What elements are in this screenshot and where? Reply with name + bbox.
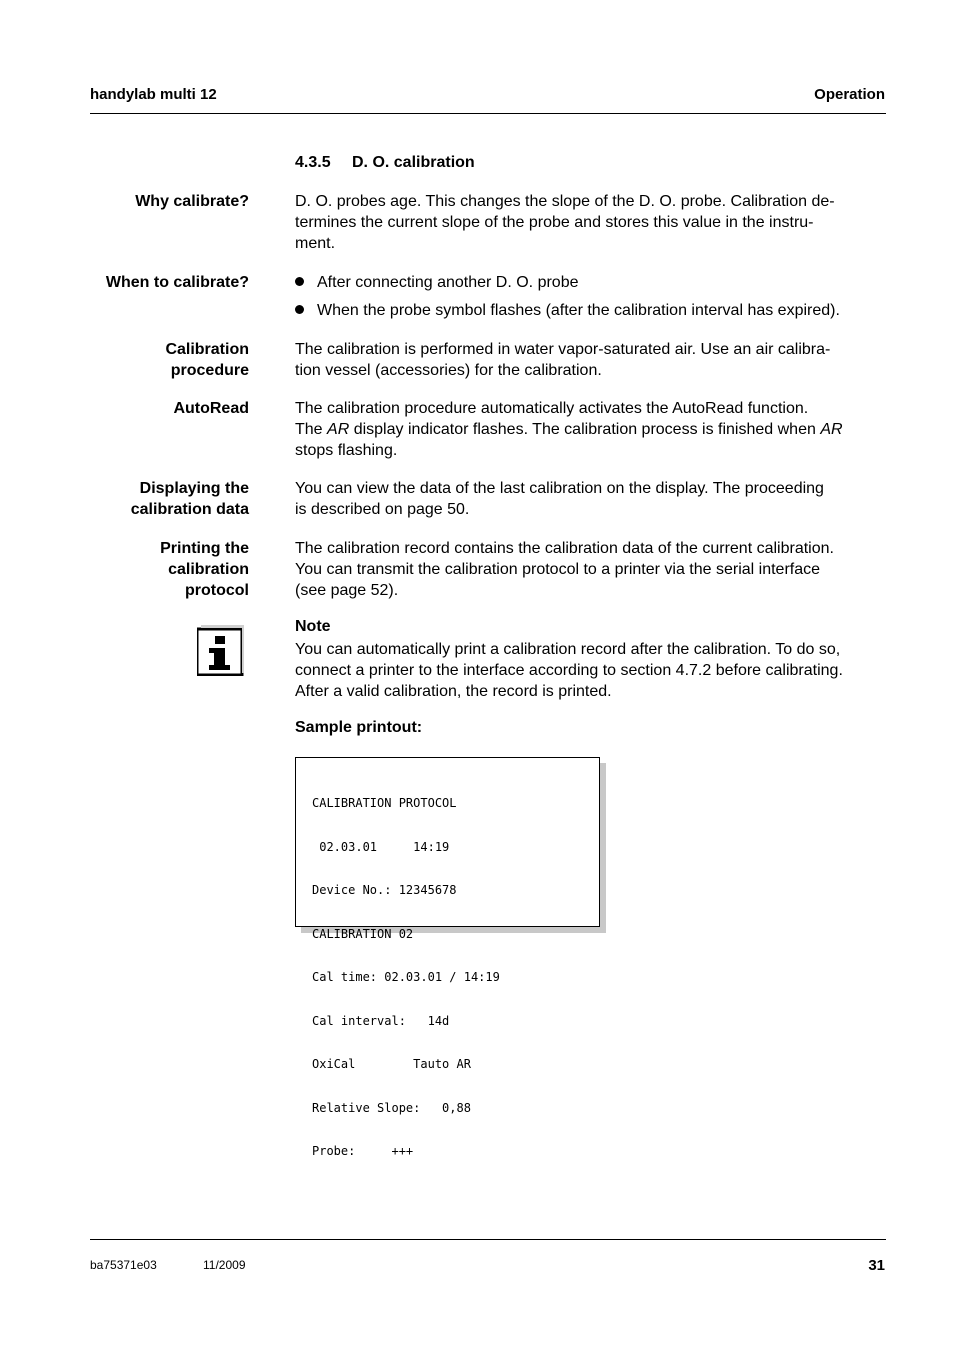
label-calibration-procedure bbox=[69, 339, 249, 381]
text-run: The bbox=[295, 421, 328, 438]
text-line: You can automatically print a calibration record after the calibration. To do so, bbox=[295, 641, 841, 658]
bullet-item bbox=[295, 272, 887, 293]
text-line: The calibration is performed in water vapor-saturated air. Use an air calibra- bbox=[295, 341, 831, 358]
header-rule bbox=[90, 113, 886, 114]
printout-line: CALIBRATION 02 bbox=[312, 926, 414, 941]
header-right: Operation bbox=[814, 86, 885, 103]
label-line: calibration data bbox=[130, 501, 249, 518]
printout-line: OxiCal Tauto AR bbox=[312, 1057, 471, 1071]
footer-doc-id: ba75371e03 bbox=[90, 1258, 157, 1272]
sample-printout-title: Sample printout: bbox=[295, 719, 423, 736]
printout-line: Device No.: 12345678 bbox=[312, 883, 457, 897]
text-line: tion vessel (accessories) for the calibration. bbox=[295, 362, 602, 379]
printout-line: 02.03.01 14:19 bbox=[312, 839, 450, 854]
section-number: 4.3.5 bbox=[295, 154, 331, 171]
text-line: ment. bbox=[295, 235, 336, 252]
label-printing-calibration-protocol bbox=[69, 538, 249, 601]
printout-line: Probe: +++ bbox=[312, 1144, 414, 1158]
printout-lines bbox=[312, 767, 500, 1188]
label-displaying-calibration-data bbox=[69, 478, 249, 520]
text-line: The calibration record contains the calibration data of the current calibration. bbox=[295, 540, 834, 557]
note-title: Note bbox=[295, 618, 331, 635]
sample-printout-box bbox=[295, 757, 600, 1158]
bullet-dot-icon bbox=[295, 277, 304, 286]
printout-line: Cal interval: 14d bbox=[312, 1013, 450, 1028]
bullet-text: After connecting another D. O. probe bbox=[317, 274, 579, 291]
paragraph-displaying-calibration-data bbox=[295, 478, 887, 520]
printout-line: Relative Slope: 0,88 bbox=[312, 1100, 471, 1115]
footer-rule bbox=[90, 1239, 886, 1240]
text-line: After a valid calibration, the record is printed. bbox=[295, 683, 612, 700]
text-line: You can transmit the calibration protocol to a printer via the serial interface bbox=[295, 561, 821, 578]
note-paragraph bbox=[295, 639, 887, 702]
section-heading bbox=[295, 154, 475, 172]
section-title: D. O. calibration bbox=[352, 154, 475, 171]
label-why-calibrate: Why calibrate? bbox=[135, 193, 249, 210]
label-line: procedure bbox=[170, 362, 249, 379]
text-line: connect a printer to the interface according to section 4.7.2 before calibrating. bbox=[295, 662, 843, 679]
text-run: display indicator flashes. The calibration process is finished when bbox=[349, 421, 821, 438]
header-left: handylab multi 12 bbox=[90, 86, 217, 103]
paragraph-calibration-procedure bbox=[295, 339, 887, 381]
label-line: Displaying the bbox=[139, 480, 249, 497]
text-line bbox=[295, 419, 887, 440]
label-line: Calibration bbox=[165, 341, 249, 358]
page-number: 31 bbox=[868, 1257, 885, 1274]
ar-indicator-text: AR bbox=[327, 421, 350, 438]
paragraph-printing-calibration-protocol bbox=[295, 538, 887, 601]
label-line: protocol bbox=[185, 582, 249, 599]
text-line: The calibration procedure automatically activates the AutoRead function. bbox=[295, 400, 809, 417]
text-line: termines the current slope of the probe and stores this value in the instru- bbox=[295, 214, 814, 231]
label-line: calibration bbox=[168, 561, 249, 578]
label-autoread: AutoRead bbox=[173, 400, 249, 417]
paragraph-why-calibrate bbox=[295, 191, 887, 254]
bullet-dot-icon bbox=[295, 305, 304, 314]
ar-indicator-text: AR bbox=[820, 421, 843, 438]
printout-line: Cal time: 02.03.01 / 14:19 bbox=[312, 970, 500, 984]
bullet-item bbox=[295, 300, 887, 321]
label-line: Printing the bbox=[160, 540, 249, 557]
footer-date: 11/2009 bbox=[203, 1258, 246, 1272]
info-icon bbox=[197, 625, 244, 676]
text-line: You can view the data of the last calibration on the display. The proceeding bbox=[295, 480, 824, 497]
text-line: stops flashing. bbox=[295, 442, 398, 459]
text-line: (see page 52). bbox=[295, 582, 399, 599]
printout-line: CALIBRATION PROTOCOL bbox=[312, 796, 457, 810]
text-line: is described on page 50. bbox=[295, 501, 470, 518]
bullet-text: When the probe symbol flashes (after the calibration interval has expired). bbox=[317, 302, 840, 319]
paragraph-autoread bbox=[295, 398, 887, 461]
text-line: D. O. probes age. This changes the slope of the D. O. probe. Calibration de- bbox=[295, 193, 835, 210]
label-when-to-calibrate: When to calibrate? bbox=[105, 274, 249, 291]
